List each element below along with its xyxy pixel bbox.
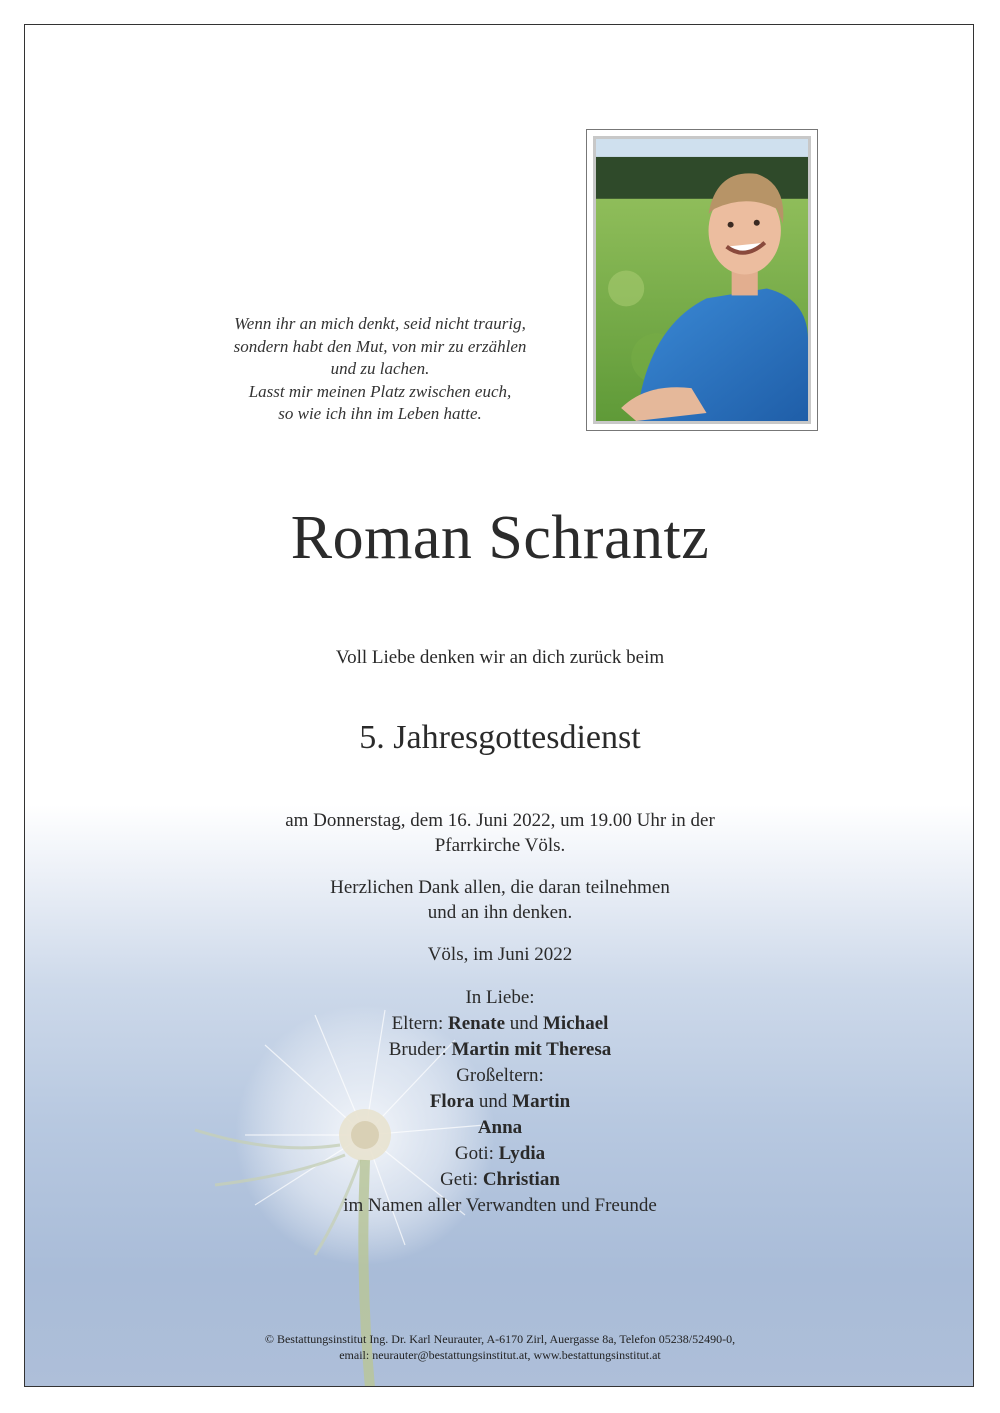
conjunction: und <box>509 1013 539 1034</box>
footer-line: © Bestattungsinstitut Ing. Dr. Karl Neurauter, A-6170 Zirl, Auergasse 8a, Telefon 05238/52490-0, <box>264 1332 736 1346</box>
parent-name: Renate <box>448 1013 505 1034</box>
family-grandparent-2 <box>25 1115 974 1141</box>
service-details <box>25 808 974 858</box>
service-title: 5. Jahresgottesdienst <box>359 719 641 756</box>
grandparent-name: Flora <box>429 1091 475 1112</box>
family-brother <box>25 1037 974 1063</box>
quote-line: Lasst mir meinen Platz zwischen euch, <box>248 381 512 401</box>
obituary-card <box>24 24 974 1387</box>
portrait-photo <box>593 136 811 424</box>
details-line: am Donnerstag, dem 16. Juni 2022, um 19.00 Uhr in der <box>285 810 715 831</box>
thanks-line: und an ihn denken. <box>427 902 573 923</box>
intro-text: Voll Liebe denken wir an dich zurück beim <box>335 647 665 668</box>
brother-label: Bruder: <box>388 1039 447 1060</box>
parent-name: Michael <box>543 1013 609 1034</box>
parents-label: Eltern: <box>391 1013 444 1034</box>
memorial-quote <box>175 313 585 426</box>
family-godfather <box>25 1167 974 1193</box>
grandparent-name: Anna <box>477 1117 523 1138</box>
details-line: Pfarrkirche Völs. <box>434 835 566 856</box>
thanks-line: Herzlichen Dank allen, die daran teilnehmen <box>330 877 670 898</box>
family-closing: im Namen aller Verwandten und Freunde <box>343 1195 657 1216</box>
footer-line: email: neurauter@bestattungsinstitut.at, www.bestattungsinstitut.at <box>339 1348 661 1362</box>
family-list <box>25 985 974 1219</box>
family-heading: In Liebe: <box>465 987 535 1008</box>
conjunction: und <box>478 1091 508 1112</box>
godfather-name: Christian <box>482 1169 560 1190</box>
grandparents-label: Großeltern: <box>456 1065 544 1086</box>
quote-line: sondern habt den Mut, von mir zu erzählen <box>233 336 527 356</box>
family-godmother <box>25 1141 974 1167</box>
quote-line: Wenn ihr an mich denkt, seid nicht traurig, <box>234 314 526 333</box>
godmother-label: Goti: <box>454 1143 494 1164</box>
family-parents <box>25 1011 974 1037</box>
quote-line: und zu lachen. <box>330 359 430 378</box>
quote-line: so wie ich ihn im Leben hatte. <box>278 404 482 423</box>
godfather-label: Geti: <box>440 1169 479 1190</box>
family-grandparents <box>25 1089 974 1115</box>
grandparent-name: Martin <box>512 1091 571 1112</box>
godmother-name: Lydia <box>498 1143 546 1164</box>
thanks-text <box>25 875 974 925</box>
brother-name: Martin mit Theresa <box>451 1039 612 1060</box>
portrait-frame <box>586 129 818 431</box>
place-date: Völs, im Juni 2022 <box>427 944 573 965</box>
deceased-name: Roman Schrantz <box>290 504 710 572</box>
footer-imprint <box>25 1331 974 1363</box>
